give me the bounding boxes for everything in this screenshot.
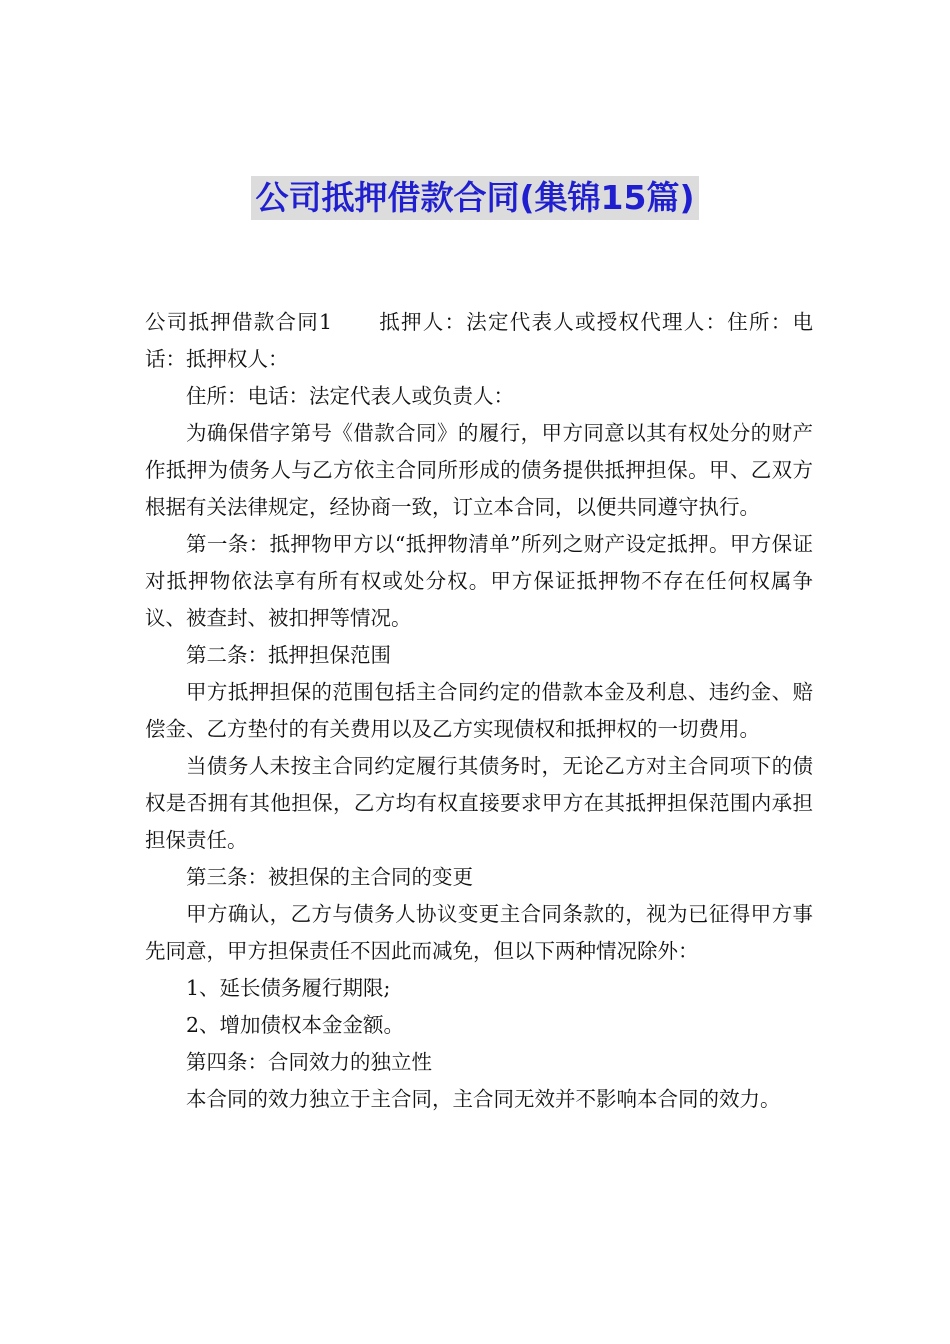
section-heading: 第三条：被担保的主合同的变更 xyxy=(186,865,473,889)
list-item: 2、增加债权本金金额。 xyxy=(186,1013,405,1037)
paragraph: 当债务人未按主合同约定履行其债务时，无论乙方对主合同项下的债权是否拥有其他担保，乙方均有权直接要求甲方在其抵押担保范围内承担担保责任。 xyxy=(145,754,813,852)
intro-text: 抵押人：法定代表人或授权代理人：住所：电话：抵押权人： xyxy=(145,310,813,371)
title-container xyxy=(0,176,950,220)
paragraph: 本合同的效力独立于主合同，主合同无效并不影响本合同的效力。 xyxy=(186,1087,781,1111)
paragraph: 住所：电话：法定代表人或负责人： xyxy=(186,384,514,408)
paragraph: 为确保借字第号《借款合同》的履行，甲方同意以其有权处分的财产作抵押为债务人与乙方依主合同所形成的债务提供抵押担保。甲、乙双方根据有关法律规定，经协商一致，订立本合同，以便共同遵守执行。 xyxy=(145,421,813,519)
list-item: 1、延长债务履行期限; xyxy=(186,976,391,1000)
paragraph: 甲方抵押担保的范围包括主合同约定的借款本金及利息、违约金、赔偿金、乙方垫付的有关费用以及乙方实现债权和抵押权的一切费用。 xyxy=(145,680,813,741)
section-heading: 第二条：抵押担保范围 xyxy=(186,643,391,667)
intro-paragraph xyxy=(145,304,813,378)
document-body xyxy=(145,304,813,1118)
section-heading: 第四条：合同效力的独立性 xyxy=(186,1050,432,1074)
intro-heading: 公司抵押借款合同1 xyxy=(145,310,333,334)
paragraph: 甲方确认，乙方与债务人协议变更主合同条款的，视为已征得甲方事先同意，甲方担保责任不因此而减免，但以下两种情况除外： xyxy=(145,902,813,963)
document-title: 公司抵押借款合同(集锦15篇) xyxy=(251,176,698,220)
paragraph: 第一条：抵押物甲方以“抵押物清单”所列之财产设定抵押。甲方保证对抵押物依法享有所有权或处分权。甲方保证抵押物不存在任何权属争议、被查封、被扣押等情况。 xyxy=(145,532,813,630)
